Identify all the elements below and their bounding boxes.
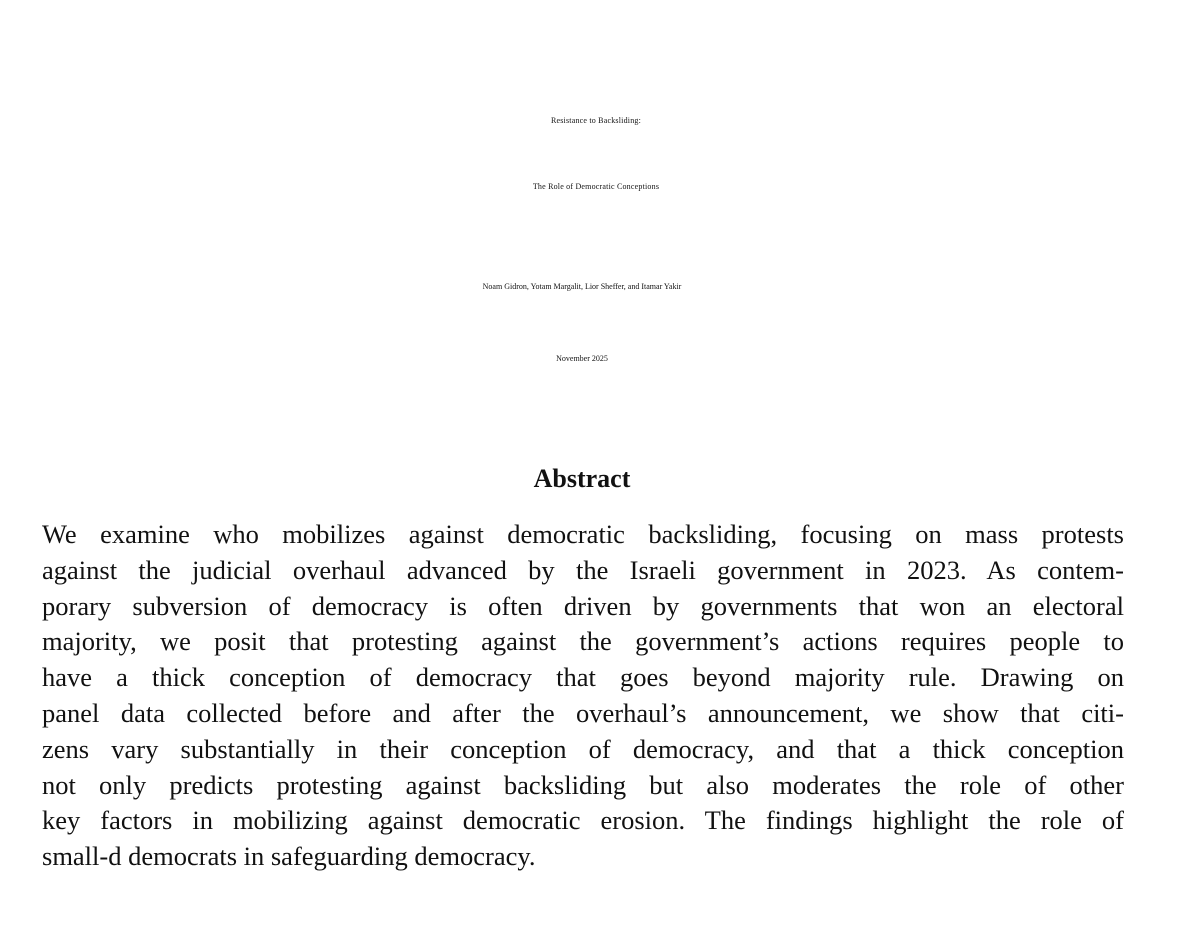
- abstract-line: have a thick conception of democracy that goes beyond majority rule. Drawing on: [42, 662, 1124, 693]
- title-line-2: The Role of Democratic Conceptions: [532, 182, 660, 191]
- paper-authors: Noam Gidron, Yotam Margalit, Lior Sheffer, and Itamar Yakir: [482, 282, 682, 291]
- abstract-heading: Abstract: [533, 464, 631, 493]
- abstract-line: porary subversion of democracy is often driven by governments that won an electoral: [42, 590, 1124, 621]
- abstract-line: not only predicts protesting against backsliding but also moderates the role of other: [42, 769, 1124, 800]
- abstract-body: [42, 517, 1124, 875]
- abstract-line: small-d democrats in safeguarding democracy.: [42, 841, 536, 872]
- paper-title: [0, 88, 1192, 220]
- abstract-line: majority, we posit that protesting against the government’s actions requires people to: [42, 626, 1124, 657]
- abstract-line: against the judicial overhaul advanced by the Israeli government in 2023. As contem-: [42, 554, 1124, 585]
- abstract-line: panel data collected before and after the overhaul’s announcement, we show that citi-: [42, 697, 1124, 728]
- title-line-1: Resistance to Backsliding:: [550, 116, 642, 125]
- abstract-line: We examine who mobilizes against democratic backsliding, focusing on mass protests: [42, 519, 1124, 549]
- paper-date: November 2025: [556, 354, 608, 363]
- abstract-line: key factors in mobilizing against democratic erosion. The findings highlight the role of: [42, 805, 1124, 836]
- abstract-line: zens vary substantially in their conception of democracy, and that a thick conception: [42, 733, 1124, 764]
